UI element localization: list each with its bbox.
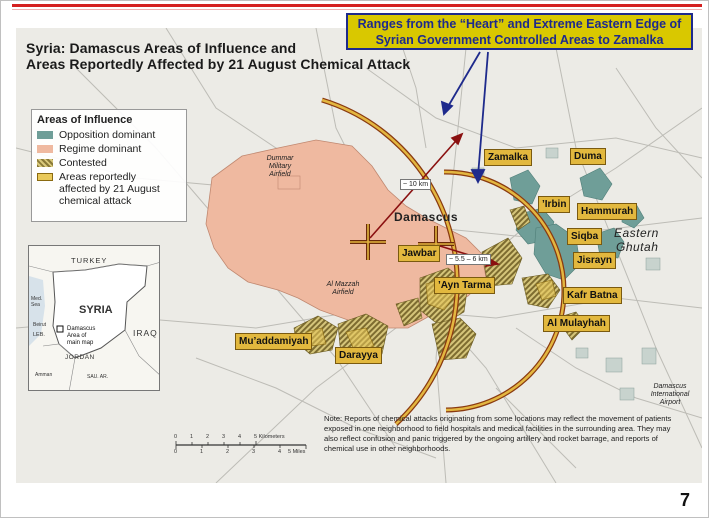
- inset-label-amman: Amman: [35, 372, 53, 378]
- map-title-line1: Syria: Damascus Areas of Influence and: [26, 40, 297, 56]
- mazzah-airfield-label: [318, 281, 368, 297]
- airport-line3: Airport: [659, 399, 681, 406]
- airport-line2: International: [650, 391, 690, 398]
- place-label-zamalka: Zamalka: [484, 149, 532, 166]
- callout-line1: Ranges from the “Heart” and Extreme Eastern Edge of: [357, 17, 682, 31]
- legend-row-affected: [37, 171, 186, 207]
- range-callout-box: [346, 13, 693, 50]
- regime-swatch: [37, 145, 53, 153]
- place-label-hammurah: Hammurah: [577, 203, 637, 220]
- scale-tick-bottom-4: 4: [278, 449, 282, 455]
- inset-label-turkey: TURKEY: [71, 256, 108, 265]
- scale-bar: [170, 432, 310, 458]
- inset-label-jordan: JORDAN: [65, 354, 95, 361]
- legend-label-opposition: Opposition dominant: [59, 129, 156, 141]
- scale-tick-top-2: 2: [206, 434, 210, 440]
- inset-damascus-line1: Damascus: [67, 326, 96, 332]
- place-label-irbin: ’Irbin: [538, 196, 570, 213]
- contested-swatch: [37, 159, 53, 167]
- mazzah-line1: Al Mazzah: [326, 281, 360, 288]
- inset-label-syria: SYRIA: [79, 304, 113, 316]
- top-red-rule: [12, 4, 702, 7]
- top-red-rule-thin: [12, 9, 702, 10]
- scale-tick-bottom-2: 2: [226, 449, 230, 455]
- legend-affected-line1: Areas reportedly: [59, 171, 137, 183]
- legend-title: Areas of Influence: [37, 114, 133, 126]
- legend-row-contested: [37, 157, 186, 169]
- place-label-ayn-tarma: ’Ayn Tarma: [434, 277, 495, 294]
- international-airport-label: [640, 383, 700, 407]
- place-label-duma: Duma: [570, 148, 606, 165]
- dummar-line2: Military: [268, 163, 292, 170]
- inset-sea-line1: Med.: [31, 296, 43, 302]
- scale-tick-top-4: 4: [238, 434, 242, 440]
- inset-canvas: [29, 246, 160, 391]
- distance-label-edge: ~ 5.5 – 6 km: [446, 254, 491, 265]
- scale-tick-top-3: 3: [222, 434, 226, 440]
- legend-label-affected: [59, 171, 160, 207]
- inset-label-beirut: Beirut: [33, 322, 47, 328]
- place-label-kafr-batna: Kafr Batna: [563, 287, 622, 304]
- inset-label-iraq: IRAQ: [133, 328, 158, 338]
- callout-line2: Syrian Government Controlled Areas to Zamalka: [375, 33, 664, 47]
- scale-tick-top-0: 0: [174, 434, 178, 440]
- scale-mi-label: 5 Miles: [288, 449, 306, 455]
- legend-row-regime: [37, 143, 186, 155]
- dummar-airfield-label: [250, 155, 310, 179]
- inset-locator-map: [28, 245, 160, 391]
- inset-label-saudi: SAU. AR.: [87, 374, 109, 380]
- region-line1: Eastern: [614, 226, 659, 240]
- page-number: 7: [680, 490, 691, 510]
- map-note: Note: Reports of chemical attacks originating from some locations may reflect the movement of patients exposed in one neighborhood to field hospitals and medical facilities in the surrounding area. They may also reflect confusion and panic triggered by the ongoing artillery and rocket barrage, and reports of chemical use in other neighborhoods.: [324, 414, 672, 453]
- callout-arrows: [442, 52, 488, 182]
- map-title-line2: Areas Reportedly Affected by 21 August Chemical Attack: [26, 56, 411, 72]
- place-label-jisrayn: Jisrayn: [573, 252, 616, 269]
- inset-sea-line2: Sea: [31, 302, 40, 308]
- place-label-darayya: Darayya: [335, 347, 382, 364]
- inset-label-sea: [31, 296, 42, 308]
- region-line2: Ghutah: [616, 240, 659, 254]
- scale-tick-bottom-1: 1: [200, 449, 204, 455]
- place-label-muaddamiyah: Mu’addamiyah: [235, 333, 312, 350]
- scale-tick-top-1: 1: [190, 434, 194, 440]
- mazzah-line2: Airfield: [332, 289, 354, 296]
- legend-label-regime: Regime dominant: [59, 143, 142, 155]
- distance-label-heart: ~ 10 km: [400, 179, 431, 190]
- dummar-line3: Airfield: [269, 171, 291, 178]
- place-label-siqba: Siqba: [567, 228, 602, 245]
- inset-damascus-line3: main map: [67, 340, 94, 346]
- dummar-line1: Dummar: [266, 155, 294, 162]
- scale-tick-bottom-3: 3: [252, 449, 256, 455]
- legend: [31, 109, 187, 222]
- place-label-jawbar: Jawbar: [398, 245, 440, 262]
- airport-line1: Damascus: [653, 383, 687, 390]
- inset-label-damascus: [67, 326, 95, 347]
- inset-label-lebanon: LEB.: [33, 332, 45, 338]
- affected-swatch: [37, 173, 53, 181]
- legend-affected-line3: chemical attack: [59, 195, 132, 207]
- inset-damascus-line2: Area of: [67, 333, 87, 339]
- scale-km-label: 5 Kilometers: [254, 434, 285, 440]
- legend-label-contested: Contested: [59, 157, 107, 169]
- legend-row-opposition: [37, 129, 186, 141]
- city-label-damascus: Damascus: [394, 210, 459, 224]
- region-label-eastern-ghutah: [614, 226, 659, 254]
- scale-tick-bottom-0: 0: [174, 449, 178, 455]
- opposition-swatch: [37, 131, 53, 139]
- legend-affected-line2: affected by 21 August: [59, 183, 160, 195]
- place-label-al-mulayhah: Al Mulayhah: [543, 315, 610, 332]
